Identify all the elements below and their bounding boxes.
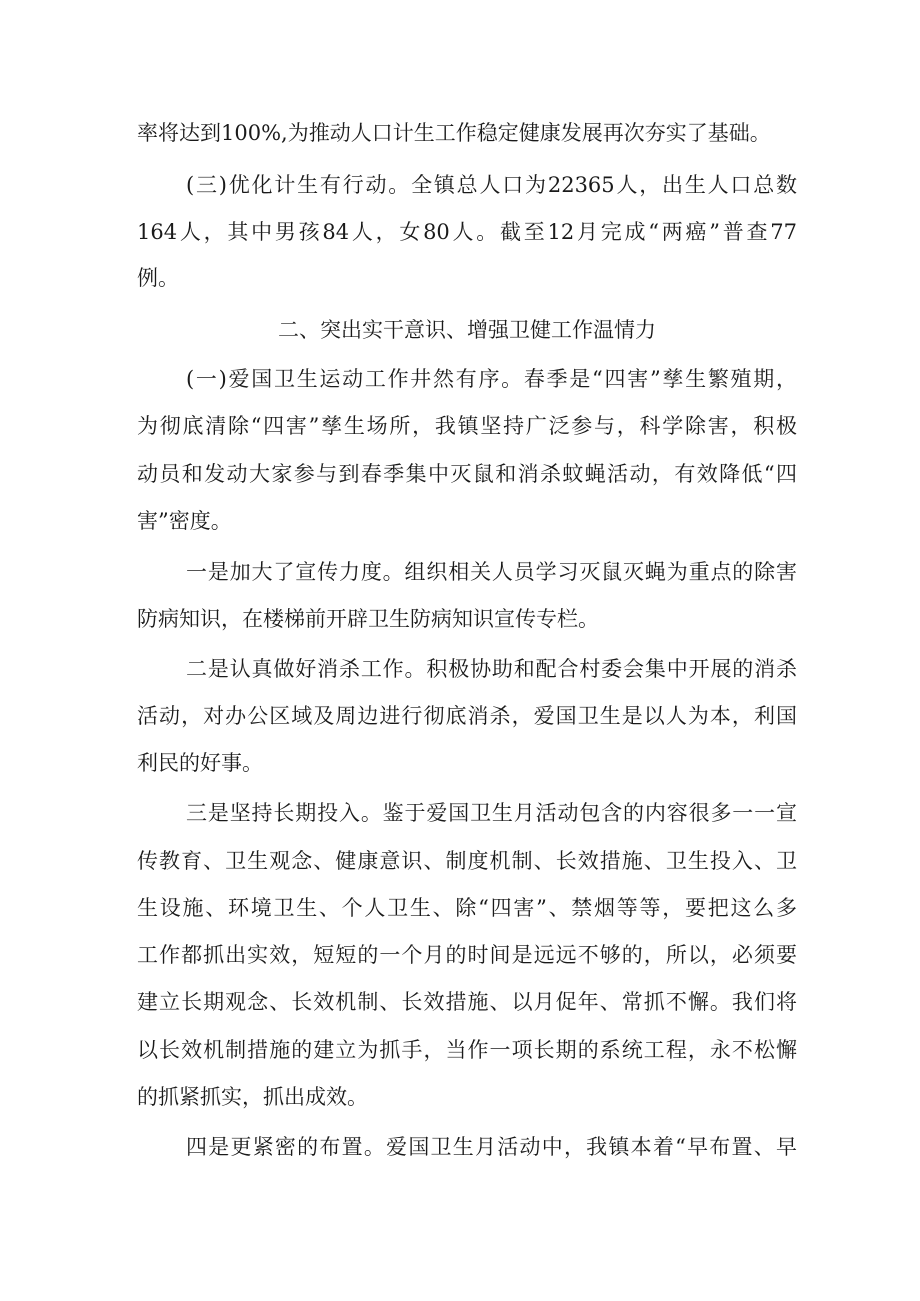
paragraph-line: 传教育、卫生观念、健康意识、制度机制、长效措施、卫生投入、卫 <box>137 849 797 873</box>
paragraph-line: 164人，其中男孩84人，女80人。截至12月完成“两癌”普查77 <box>137 220 797 244</box>
paragraph-line: 以长效机制措施的建立为抓手，当作一项长期的系统工程，永不松懈 <box>137 1038 797 1062</box>
paragraph-line: 工作都抓出实效，短短的一个月的时间是远远不够的，所以，必须要 <box>137 943 797 967</box>
paragraph-line: 二是认真做好消杀工作。积极协助和配合村委会集中开展的消杀 <box>186 657 797 681</box>
paragraph-line: 防病知识，在楼梯前开辟卫生防病知识宣传专栏。 <box>137 607 599 631</box>
paragraph-line: 动员和发动大家参与到春季集中灭鼠和消杀蚊蝇活动，有效降低“四 <box>137 462 797 486</box>
paragraph-line: 害”密度。 <box>137 509 232 533</box>
paragraph-line: 四是更紧密的布置。爱国卫生月活动中，我镇本着“早布置、早 <box>186 1135 797 1159</box>
section-heading: 二、突出实干意识、增强卫健工作温情力 <box>278 318 656 342</box>
paragraph-line: 为彻底清除“四害”孳生场所，我镇坚持广泛参与，科学除害，积极 <box>137 414 797 438</box>
paragraph-line: 活动，对办公区域及周边进行彻底消杀，爱国卫生是以人为本，利国 <box>137 704 797 728</box>
paragraph-line: 三是坚持长期投入。鉴于爱国卫生月活动包含的内容很多一一宣 <box>186 801 797 825</box>
paragraph-line: 率将达到100%,为推动人口计生工作稳定健康发展再次夯实了基础。 <box>137 121 771 145</box>
paragraph-line: 一是加大了宣传力度。组织相关人员学习灭鼠灭蝇为重点的除害 <box>186 560 797 584</box>
paragraph-line: 利民的好事。 <box>137 751 263 775</box>
paragraph-line: 例。 <box>137 266 179 290</box>
paragraph-line: (三)优化计生有行动。全镇总人口为22365人，出生人口总数 <box>186 173 797 197</box>
paragraph-line: 建立长期观念、长效机制、长效措施、以月促年、常抓不懈。我们将 <box>137 990 797 1014</box>
paragraph-line: 生设施、环境卫生、个人卫生、除“四害”、禁烟等等，要把这么多 <box>137 896 797 920</box>
paragraph-line: 的抓紧抓实，抓出成效。 <box>137 1085 368 1109</box>
paragraph-line: (一)爱国卫生运动工作井然有序。春季是“四害”孳生繁殖期， <box>186 367 797 391</box>
